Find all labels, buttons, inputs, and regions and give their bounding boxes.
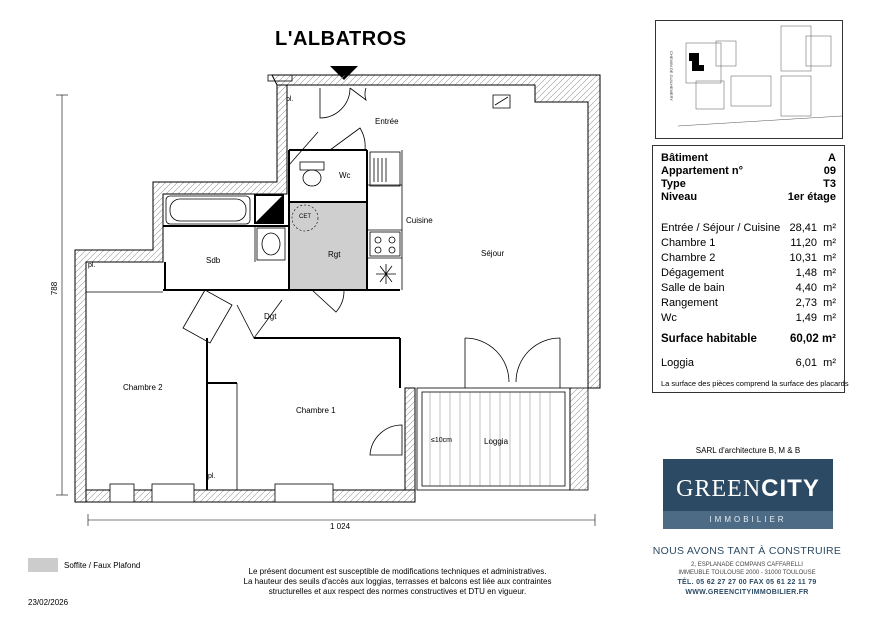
surface-unit: m² xyxy=(823,222,836,234)
surface-row xyxy=(661,267,836,279)
cet-label: CET xyxy=(299,214,311,220)
street-label: CHEMIN DE GUILHEMERY xyxy=(669,51,674,101)
washbasin xyxy=(257,228,285,260)
apartment-info-panel xyxy=(652,145,849,393)
loggia-unit: m² xyxy=(823,357,836,369)
loggia-threshold-note: ≤10cm xyxy=(431,437,452,444)
room-label-dgt: Dgt xyxy=(264,312,277,321)
surface-unit: m² xyxy=(823,282,836,294)
room-label-rgt: Rgt xyxy=(328,250,341,259)
website: WWW.GREENCITYIMMOBILIER.FR xyxy=(685,589,809,596)
batiment-label: Bâtiment xyxy=(661,152,709,164)
surface-note: La surface des pièces comprend la surface des placards xyxy=(661,379,849,388)
loggia-value: 6,01 xyxy=(795,357,818,369)
appartement-label: Appartement n° xyxy=(661,165,744,177)
surface-unit: m² xyxy=(823,237,836,249)
logo-green: GREEN xyxy=(676,476,762,502)
legend-label: Soffite / Faux Plafond xyxy=(64,561,141,570)
surface-label: Chambre 2 xyxy=(661,252,716,264)
surface-value: 28,41 xyxy=(789,222,818,234)
surface-row xyxy=(661,237,836,249)
phone-fax: TÉL. 05 62 27 27 00 FAX 05 61 22 11 79 xyxy=(677,579,817,586)
surface-row xyxy=(661,252,836,264)
appartement-value: 09 xyxy=(823,165,836,177)
disclaimer-line: structurelles et aux respect des normes constructives et DTU en vigueur. xyxy=(268,587,527,596)
apartment-highlight xyxy=(689,53,704,71)
niveau-value: 1er étage xyxy=(787,191,836,203)
logo-city: CITY xyxy=(761,475,820,502)
greencity-logo xyxy=(663,459,833,529)
info-row-type xyxy=(661,178,836,190)
niveau-label: Niveau xyxy=(661,191,698,203)
placard-label: pl. xyxy=(208,473,216,480)
room-label-chambre2: Chambre 2 xyxy=(123,383,163,392)
kitchen-units xyxy=(370,152,400,284)
info-row-surface-habitable xyxy=(661,333,836,345)
surface-value: 4,40 xyxy=(795,282,818,294)
room-label-entree: Entrée xyxy=(375,117,399,126)
type-label: Type xyxy=(661,178,686,190)
surface-row xyxy=(661,222,836,234)
surface-unit: m² xyxy=(823,297,836,309)
info-row-appartement xyxy=(661,165,836,177)
document-date: 23/02/2026 xyxy=(28,598,69,607)
room-label-wc: Wc xyxy=(339,171,351,180)
room-label-sdb: Sdb xyxy=(206,256,221,265)
toilet xyxy=(300,162,324,186)
surface-value: 2,73 xyxy=(795,297,818,309)
surface-habitable-value: 60,02 m² xyxy=(789,333,836,345)
site-plan-icon xyxy=(656,21,842,138)
dimension-width: 1 024 xyxy=(330,522,351,531)
info-row-loggia xyxy=(661,357,836,369)
room-label-cuisine: Cuisine xyxy=(406,216,433,225)
room-label-loggia: Loggia xyxy=(484,437,509,446)
location-map xyxy=(655,20,843,139)
surface-unit: m² xyxy=(823,312,836,324)
room-label-chambre1: Chambre 1 xyxy=(296,406,336,415)
architect-credit: SARL d'architecture B, M & B xyxy=(695,446,801,455)
info-row-batiment xyxy=(661,152,836,164)
surface-value: 10,31 xyxy=(789,252,818,264)
type-value: T3 xyxy=(823,178,836,190)
surface-value: 1,48 xyxy=(795,267,818,279)
surface-label: Entrée / Séjour / Cuisine xyxy=(661,222,781,234)
slogan: NOUS AVONS TANT À CONSTRUIRE xyxy=(652,545,842,557)
disclaimer-line: La hauteur des seuils d'accès aux loggias, terrasses et balcons est liée aux contraintes xyxy=(243,577,552,586)
surface-value: 11,20 xyxy=(790,237,818,249)
address-line-1: 2, ESPLANADE COMPANS CAFFARELLI xyxy=(691,562,803,568)
room-label-sejour: Séjour xyxy=(481,249,505,258)
surface-unit: m² xyxy=(823,252,836,264)
info-row-niveau xyxy=(661,191,836,203)
disclaimer-line: Le présent document est susceptible de modifications techniques et administratives. xyxy=(248,567,547,576)
surface-row xyxy=(661,297,836,309)
surface-row xyxy=(661,282,836,294)
batiment-value: A xyxy=(828,152,836,164)
loggia-label: Loggia xyxy=(661,357,695,369)
surface-label: Wc xyxy=(661,312,677,324)
surface-habitable-label: Surface habitable xyxy=(661,333,757,345)
surface-label: Rangement xyxy=(661,297,718,309)
surface-value: 1,49 xyxy=(795,312,818,324)
placard-label: pl. xyxy=(286,96,294,103)
placard-label: pl. xyxy=(88,262,96,269)
surface-label: Salle de bain xyxy=(661,282,725,294)
surface-row xyxy=(661,312,836,324)
address-line-2: IMMEUBLE TOULOUSE 2000 - 31000 TOULOUSE xyxy=(678,570,816,576)
legend-swatch xyxy=(28,558,58,572)
surface-label: Chambre 1 xyxy=(661,237,716,249)
dimension-lines xyxy=(56,95,595,526)
doors xyxy=(183,75,560,455)
disclaimer xyxy=(215,567,580,597)
surface-unit: m² xyxy=(823,267,836,279)
bathtub xyxy=(166,196,250,224)
dimension-height: 788 xyxy=(50,281,60,296)
logo-band: IMMOBILIER xyxy=(663,511,833,529)
surface-label: Dégagement xyxy=(661,267,724,279)
project-title: L'ALBATROS xyxy=(275,28,407,50)
